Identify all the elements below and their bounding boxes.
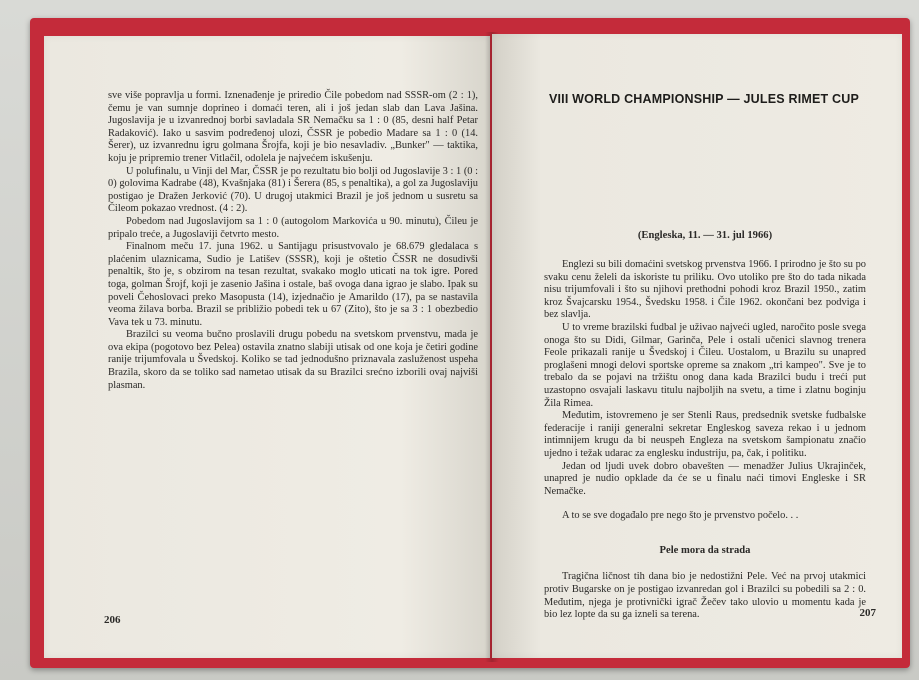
right-page-text [544, 259, 866, 622]
right-paragraph: Englezi su bili domaćini svetskog prvenstva 1966. I prirodno je što su po svaku cenu želeli da iskoriste tu priliku. Ovo utoliko pre što do tada nikada nisu trijumfovali i što su njihovi prethodni pohodi kroz Brazil 1950., zatim kroz Švajcarsku 1954., Švedsku 1958. i Čile 1962. okončani bez podviga i bez slavlja. [544, 259, 866, 321]
left-page [44, 36, 490, 658]
left-paragraph: Finalnom meču 17. juna 1962. u Santijagu prisustvovalo je 68.679 gledalaca s plaćenim ulaznicama, Sudio je Latišev (SSSR), koji je oštetio ČSSR ne dosudivši penaltik, što je, s obzirom na tesan rezultat, svakako moglo uticati na tok igre. Pored toga, golman Šrojf, koji je zasenio Jašina i ostale, baš ovoga dana igrao je slabo. Ipak su poveli Čehoslovaci preko Masopusta (14), izjednačio je Amarildo (17), pa se nastavila veoma žilava borba. Brazil se približio pobedi tek u 67 (Zito), što je sa 3 : 1 obezbedio Vava tek u 73. minutu. [108, 241, 478, 328]
left-paragraph: Brazilci su veoma bučno proslavili drugu pobedu na svetskom prvenstvu, mada je ova ekipa (pogotovo bez Pelea) ostavila znatno slabiji utisak od one koja je četiri godine ranije trijumfovala u Švedskoj. Koliko se tad jednodušno priznavala zasluženost uspeha Brazila, skoro da se toliko sad nametao utisak da su Brazilci srećno izborili ovaj najviši plasman. [108, 329, 478, 391]
left-paragraph: U polufinalu, u Vinji del Mar, ČSSR je po rezultatu bio bolji od Jugoslavije 3 : 1 (0 : 0) golovima Kadrabe (48), Kvašnjaka (81) i Šerera (85, s penaltika), a gol za Jugoslaviju postigao je Dražen Jerković (70). U drugoj utakmici Brazil je još jednom u susretu sa Čileom pokazao vrednost. (4 : 2). [108, 165, 478, 215]
left-page-text [108, 90, 478, 392]
left-paragraph: Pobedom nad Jugoslavijom sa 1 : 0 (autogolom Markovića u 90. minutu), Čileu je pripalo treće, a Jugoslaviji četvrto mesto. [108, 215, 478, 240]
section-subheading: Pele mora da strada [659, 544, 751, 556]
right-page-number: 207 [859, 607, 876, 619]
right-paragraph: Jedan od ljudi uvek dobro obavešten — menadžer Julius Ukrajinček, unapred je nudio opklade da će se u finalu naći timovi Engleske i SR Nemačke. [544, 460, 866, 497]
date-line: (Engleska, 11. — 31. jul 1966) [637, 230, 773, 241]
right-paragraph: A to se sve događalo pre nego što je prvenstvo počelo. . . [562, 510, 799, 522]
left-paragraph: sve više popravlja u formi. Iznenađenje je priredio Čile pobedom nad SSSR-om (2 : 1), čemu je van sumnje doprineo i domaći teren, ali i još jedan slab dan Lava Jašina. Jugoslavija je u izvanrednoj borbi savladala SR Nemačku sa 1 : 0 (85, desni half Petar Radaković). Iako u sasvim podređenoj ulozi, ČSSR je pobedio Madare sa 1 : 0 (14. Šerer), uz izvanrednu igru golmana Šrojfa, koji je bio nesavladiv. „Bunker" — taktika, koju je pripremio trener Vitlačil, odolela je najvećem iskušenju. [108, 90, 478, 164]
right-paragraph: U to vreme brazilski fudbal je uživao najveći ugled, naročito posle svega onoga što su Didi, Gilmar, Garinča, Pele i ostali učenici slavnog trenera Feole prikazali ranije u Švedskoj i Čileu. Uostalom, u Brazilu su unapred proglašeni mnogi delovi sportske opreme sa znakom „tri kampeo". Sve je to trebalo da se pojavi na tržištu onog dana kada Brazilci budu i treći put uzastopno osvajali laskavu titulu najboljih na svetu, a time i zlatnu boginju Žila Rimea. [544, 321, 866, 409]
right-paragraph: Tragična ličnost tih dana bio je nedostižni Pele. Već na prvoj utakmici protiv Bugarske on je postigao izvanredan gol i Brazilci su pobedili sa 2 : 0. Međutim, njega je protivnički igrač Žečev tako ulovio u momentu kada je bio lez lopte da su ga izneli sa terena. [544, 571, 866, 621]
left-page-number: 206 [104, 614, 121, 626]
open-book [30, 18, 910, 668]
chapter-header: VIII WORLD CHAMPIONSHIP — JULES RIMET CUP [548, 92, 860, 106]
right-paragraph: Međutim, istovremeno je ser Stenli Raus, predsednik svetske fudbalske federacije i raniji generalni sekretar Engleskog saveza rekao i u jednom intimnijem krugu da bi neuspeh Engleza na svetskom šampionatu značio ujedno i težak udarac za englesku industriju, pa, čak, i politiku. [544, 410, 866, 459]
right-page [492, 34, 902, 658]
